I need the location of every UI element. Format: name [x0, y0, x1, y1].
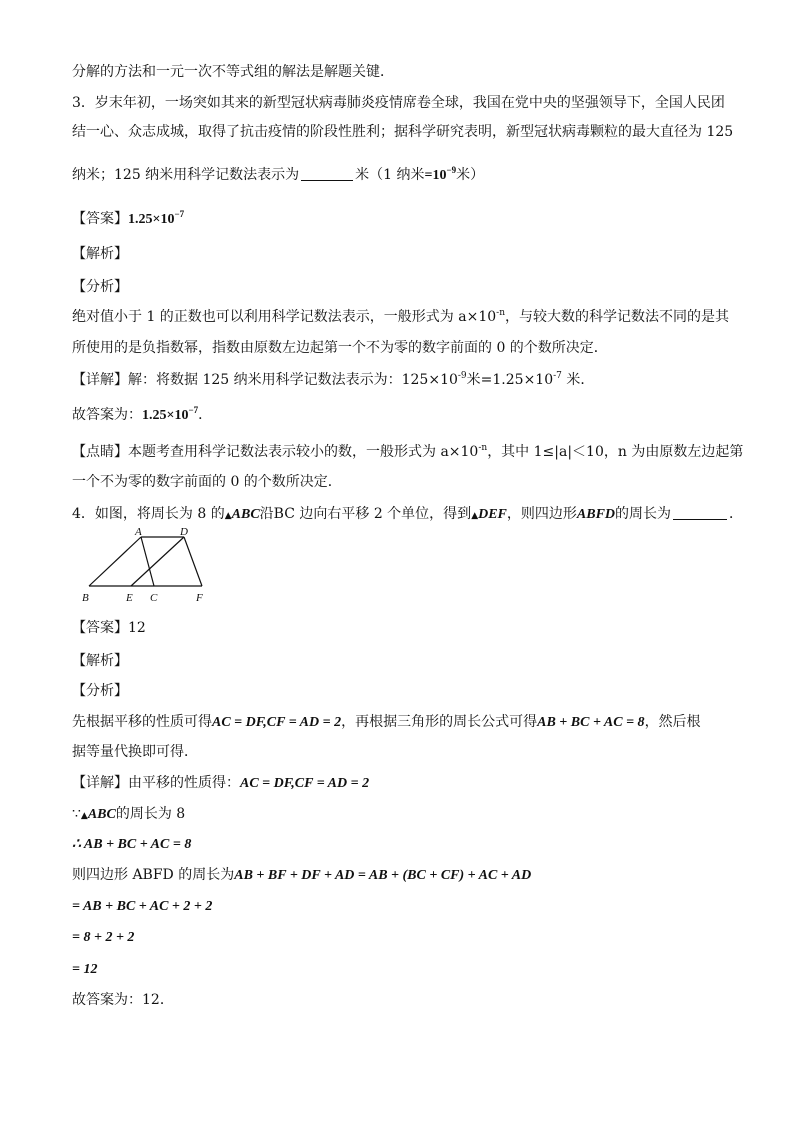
answer-blank	[301, 166, 353, 181]
q4-detail-6: = 8 + 2 + 2	[72, 930, 135, 945]
segment-ed	[131, 537, 184, 586]
unit-value: $=10^{-9}$	[424, 165, 457, 183]
q4-detail-3: ∴ AB + BC + AC = 8	[72, 837, 192, 852]
q3-line-2: 结一心、众志成城，取得了抗击疫情的阶段性胜利；据科学研究表明，新型冠状病毒颗粒的最大直径为 125	[72, 124, 734, 140]
segment-ba	[89, 537, 141, 586]
text-line: 分解的方法和一元一次不等式组的解法是解题关键．	[72, 64, 394, 80]
q4-detail-2: ∵▲ABC的周长为 8	[72, 806, 186, 822]
label-d: D	[180, 528, 188, 538]
jiexi-label: 【解析】	[72, 653, 128, 669]
q3-line-1: 3．岁末年初，一场突如其来的新型冠状病毒肺炎疫情席卷全球，我国在党中央的坚强领导下，全国人民团	[72, 95, 725, 111]
q4-detail-4: 则四边形 ABFD 的周长为AB + BF + DF + AD = AB + (BC + CF) + AC + AD	[72, 867, 532, 883]
translation-figure	[82, 528, 222, 612]
q4-line-1: 4．如图，将周长为 8 的▲ABC沿BC 边向右平移 2 个单位，得到▲DEF，则四边形ABFD的周长为 ．	[72, 506, 744, 522]
answer-blank	[673, 505, 727, 520]
label-b: B	[82, 592, 89, 604]
answer-value: $1.25\times 10^{-7}$	[128, 209, 185, 227]
label-c: C	[150, 592, 158, 604]
q4-detail-7: = 12	[72, 962, 98, 977]
jiexi-label: 【解析】	[72, 246, 128, 262]
q3-point-1: 【点睛】本题考查用科学记数法表示较小的数，一般形式为 $a\times 10^{-n}$，其中 1≤|a|＜10，n 为由原数左边起第	[72, 443, 744, 460]
q4-final: 故答案为：12．	[72, 992, 174, 1008]
segment-df	[184, 537, 202, 586]
label-f: F	[196, 592, 203, 604]
q4-analysis-2: 据等量代换即可得．	[72, 744, 198, 760]
label-a: A	[135, 528, 142, 538]
fenxi-label: 【分析】	[72, 279, 128, 295]
q3-line-3c: 米）	[456, 167, 485, 183]
label-e: E	[126, 592, 133, 604]
q3-point-2: 一个不为零的数字前面的 0 的个数所决定．	[72, 474, 342, 490]
q3-analysis-2: 所使用的是负指数幂，指数由原数左边起第一个不为零的数字前面的 0 的个数所决定．	[72, 340, 608, 356]
q3-line-3	[72, 165, 484, 186]
fenxi-label: 【分析】	[72, 683, 128, 699]
q3-answer	[72, 209, 184, 230]
q3-analysis-1: 绝对值小于 1 的正数也可以利用科学记数法表示，一般形式为 $a\times 10^{-n}$，与较大数的科学记数法不同的是其	[72, 308, 729, 325]
segment-ac	[141, 537, 154, 586]
q3-line-3b: 米（1 纳米	[355, 167, 425, 183]
q4-analysis-1: 先根据平移的性质可得AC = DF,CF = AD = 2，再根据三角形的周长公式可得AB + BC + AC = 8，然后根	[72, 714, 701, 730]
parallelogram-diagram	[82, 528, 222, 608]
q4-detail-5: = AB + BC + AC + 2 + 2	[72, 899, 213, 914]
q3-detail: 【详解】解：将数据 125 纳米用科学记数法表示为：$125\times 10^{-9}$米$=1.25\times 10^{-7}$ 米．	[72, 371, 595, 388]
q4-answer: 【答案】12	[72, 620, 146, 636]
q3-final: 故答案为：$1.25\times 10^{-7}$．	[72, 405, 213, 423]
q4-detail-1: 【详解】由平移的性质得：AC = DF,CF = AD = 2	[72, 775, 370, 791]
q3-line-3a: 纳米；125 纳米用科学记数法表示为	[72, 167, 300, 183]
answer-label: 【答案】	[72, 211, 128, 227]
